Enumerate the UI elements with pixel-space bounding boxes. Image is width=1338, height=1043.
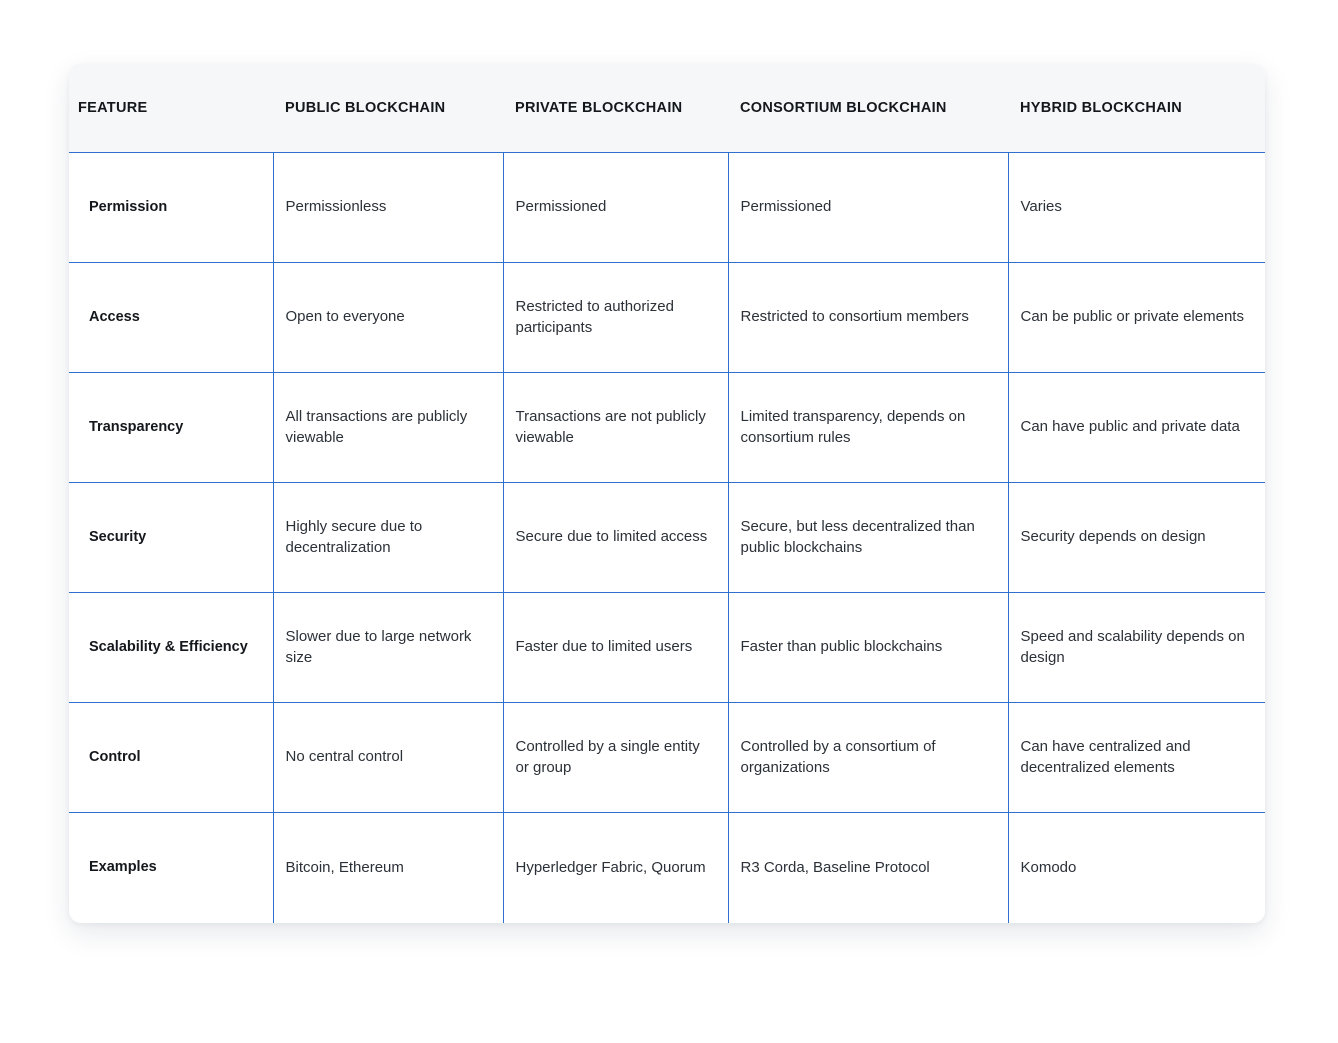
- cell-text: Control: [89, 748, 141, 765]
- table-row: [69, 703, 1265, 813]
- cell-text: Bitcoin, Ethereum: [285, 858, 404, 876]
- table-body: [69, 153, 1265, 923]
- cell-text: Permissionless: [285, 198, 387, 216]
- cell-hybrid: [1008, 373, 1265, 483]
- column-header-feature-label: FEATURE: [78, 100, 148, 116]
- cell-text: Faster than public blockchains: [740, 638, 943, 656]
- cell-consortium: [728, 703, 1008, 813]
- comparison-table-card: [69, 64, 1265, 923]
- cell-text: Transparency: [89, 418, 184, 435]
- cell-text: Can have centralized and decentralized elements: [1020, 738, 1191, 776]
- cell-private: [503, 483, 728, 593]
- row-feature-label: [69, 263, 273, 373]
- cell-private: [503, 593, 728, 703]
- cell-text: Komodo: [1020, 858, 1077, 876]
- cell-private: [503, 263, 728, 373]
- cell-text: Controlled by a consortium of organizations: [740, 738, 936, 776]
- cell-text: Speed and scalability depends on design: [1020, 628, 1245, 666]
- cell-hybrid: [1008, 703, 1265, 813]
- cell-text: Restricted to authorized participants: [515, 298, 674, 336]
- cell-text: Controlled by a single entity or group: [515, 738, 700, 776]
- column-header-hybrid-label: HYBRID BLOCKCHAIN: [1020, 100, 1183, 116]
- cell-text: Examples: [89, 858, 157, 875]
- cell-hybrid: [1008, 263, 1265, 373]
- cell-text: Secure due to limited access: [515, 528, 708, 546]
- cell-text: Secure, but less decentralized than public blockchains: [740, 518, 975, 556]
- column-header-public-label: PUBLIC BLOCKCHAIN: [285, 100, 446, 116]
- cell-text: Hyperledger Fabric, Quorum: [515, 858, 706, 876]
- cell-hybrid: [1008, 593, 1265, 703]
- row-feature-label: [69, 593, 273, 703]
- cell-public: [273, 373, 503, 483]
- cell-text: Security: [89, 528, 147, 545]
- row-feature-label: [69, 373, 273, 483]
- cell-text: No central control: [285, 748, 404, 766]
- cell-text: Limited transparency, depends on consortium rules: [740, 408, 966, 446]
- cell-text: Permission: [89, 198, 168, 215]
- cell-text: Slower due to large network size: [285, 628, 472, 666]
- cell-public: [273, 593, 503, 703]
- cell-public: [273, 263, 503, 373]
- table-header-row: [69, 64, 1265, 153]
- cell-text: All transactions are publicly viewable: [285, 408, 468, 446]
- column-header-public: [273, 64, 503, 153]
- column-header-consortium-label: CONSORTIUM BLOCKCHAIN: [740, 100, 947, 116]
- cell-private: [503, 153, 728, 263]
- cell-text: Security depends on design: [1020, 528, 1206, 546]
- cell-text: Transactions are not publicly viewable: [515, 408, 706, 446]
- cell-text: Scalability & Efficiency: [89, 638, 248, 655]
- cell-text: Faster due to limited users: [515, 638, 693, 656]
- cell-text: Access: [89, 308, 140, 325]
- cell-text: Open to everyone: [285, 308, 405, 326]
- table-row: [69, 593, 1265, 703]
- cell-text: Restricted to consortium members: [740, 308, 969, 326]
- cell-private: [503, 373, 728, 483]
- cell-private: [503, 703, 728, 813]
- cell-public: [273, 153, 503, 263]
- table-row: [69, 153, 1265, 263]
- cell-public: [273, 703, 503, 813]
- cell-hybrid: [1008, 483, 1265, 593]
- table-row: [69, 483, 1265, 593]
- column-header-hybrid: [1008, 64, 1265, 153]
- cell-public: [273, 813, 503, 923]
- cell-hybrid: [1008, 813, 1265, 923]
- cell-consortium: [728, 373, 1008, 483]
- cell-text: Permissioned: [740, 198, 832, 216]
- cell-text: R3 Corda, Baseline Protocol: [740, 858, 930, 876]
- cell-text: Varies: [1020, 198, 1062, 216]
- cell-hybrid: [1008, 153, 1265, 263]
- column-header-private-label: PRIVATE BLOCKCHAIN: [515, 100, 683, 116]
- row-feature-label: [69, 813, 273, 923]
- cell-text: Can have public and private data: [1020, 418, 1240, 436]
- blockchain-comparison-table: [69, 64, 1265, 923]
- cell-consortium: [728, 483, 1008, 593]
- cell-consortium: [728, 593, 1008, 703]
- column-header-consortium: [728, 64, 1008, 153]
- column-header-private: [503, 64, 728, 153]
- table-row: [69, 373, 1265, 483]
- cell-public: [273, 483, 503, 593]
- cell-text: Highly secure due to decentralization: [285, 518, 423, 556]
- cell-private: [503, 813, 728, 923]
- cell-consortium: [728, 813, 1008, 923]
- cell-text: Permissioned: [515, 198, 607, 216]
- table-header: [69, 64, 1265, 153]
- column-header-feature: [69, 64, 273, 153]
- table-row: [69, 263, 1265, 373]
- row-feature-label: [69, 153, 273, 263]
- row-feature-label: [69, 483, 273, 593]
- cell-text: Can be public or private elements: [1020, 308, 1244, 326]
- cell-consortium: [728, 263, 1008, 373]
- row-feature-label: [69, 703, 273, 813]
- table-row: [69, 813, 1265, 923]
- cell-consortium: [728, 153, 1008, 263]
